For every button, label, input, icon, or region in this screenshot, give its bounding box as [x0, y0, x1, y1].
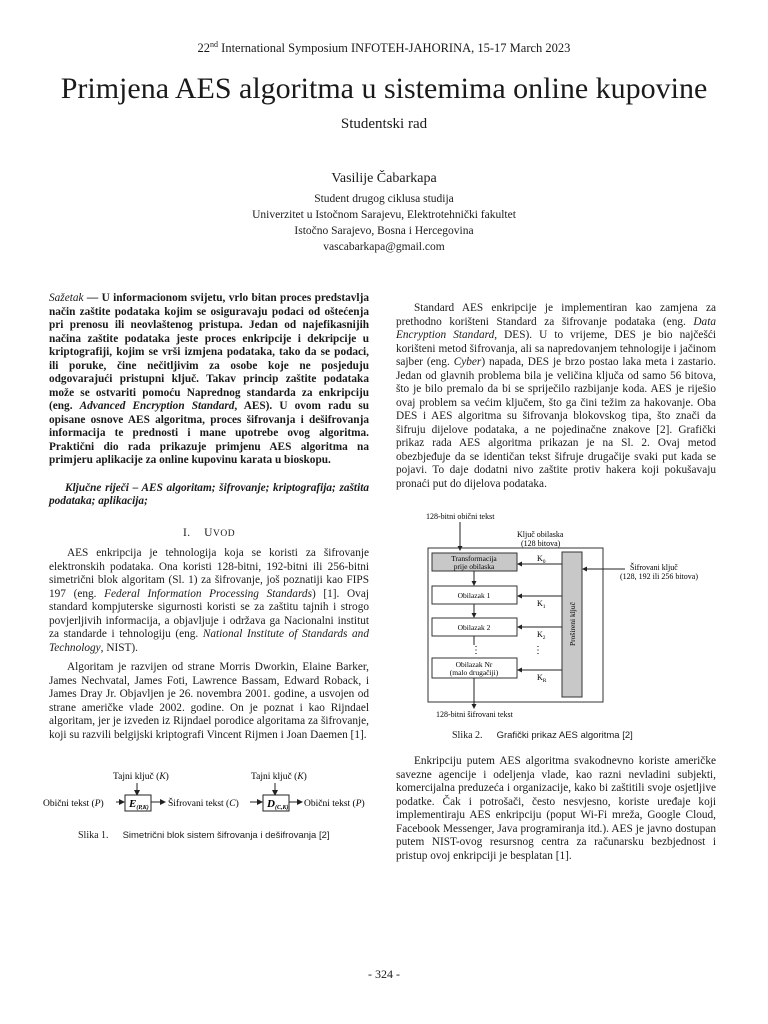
fig2-k1: $K_1$: [537, 599, 546, 610]
fig2-box-text: prije obilaska: [453, 562, 495, 571]
fig2-expanded-label: Prošireni ključ: [568, 602, 577, 646]
fig2-cipher-out: 128-bitni šifrovani tekst: [436, 710, 513, 719]
fig2-cipher-key: Šifrovani ključ: [630, 563, 678, 572]
text-span: , DES). U to vrijeme, DES je bio najčešći korišteni metod šifrovanja, ali sa napredovanjem tehnologije i jačinom sajber (eng.: [396, 329, 716, 368]
italic-span: Federal Information Processing Standards: [104, 587, 312, 600]
encrypt-symbol: E(P,K): [129, 798, 149, 811]
conf-superscript: nd: [210, 40, 219, 49]
page-number: - 324 -: [368, 967, 400, 981]
abstract-label: Sažetak: [49, 292, 84, 304]
fig2-dots: ⋮: [533, 645, 543, 656]
figure-1-caption: [78, 830, 330, 841]
author-name: Vasilije Čabarkapa: [331, 171, 437, 186]
fig1-plain-label: Obični tekst (P): [43, 799, 104, 809]
fig2-key-block-2: (128 bitova): [521, 539, 561, 548]
fig2-plain-in: 128-bitni obični tekst: [426, 512, 495, 521]
intro-paragraph-2: Algoritam je razvijen od strane Morris Dworkin, Elaine Barker, James Nechvatal, James Foti, Lawrence Bassam, Edward Roback, i James Dray Jr. Objavljen je 26. novembra 2001. godine, a usvojen od strane američke vlade 2002. godine. On je poznat i kao Rijndael algoritam, jer je izveden iz Rijndael porodice algoritama za šifrovanje, koji su razvili belgijski kriptografi Vincent Rijmen i Joan Daemen [1].: [49, 661, 369, 741]
fig1-cipher-label: Šifrovani tekst (C): [168, 799, 239, 809]
figure-2-caption: [452, 730, 633, 741]
paper-subtitle: Studentski rad: [340, 116, 428, 132]
caption-label: Slika 2.: [452, 730, 483, 741]
caption-text: Grafički prikaz AES algoritma [2]: [496, 730, 633, 741]
abstract-italic: Advanced Encryption Standard: [79, 400, 235, 412]
conf-number: 22: [197, 41, 211, 56]
fig1-key-label: Tajni ključ (K): [113, 772, 169, 782]
fig2-cipher-key-2: (128, 192 ili 256 bitova): [620, 572, 698, 581]
left-column: [49, 292, 369, 742]
fig2-box-text: Obilazak 2: [457, 623, 491, 632]
section-number: I.: [182, 526, 191, 539]
keywords: Ključne riječi – AES algoritam; šifrovanje; kriptografija; zaštita podataka; aplikacija;: [49, 481, 369, 507]
fig2-dots: ⋮: [471, 645, 481, 656]
affiliation-line: Univerzitet u Istočnom Sarajevu, Elektrotehnički fakultet: [252, 209, 516, 221]
conference-line: [0, 40, 768, 56]
fig2-box-text: (malo drugačiji): [449, 668, 499, 677]
conf-text: International Symposium INFOTEH-JAHORINA, 15-17 March 2023: [218, 41, 571, 56]
fig1-key-label: Tajni ključ (K): [251, 772, 307, 782]
right-paragraph-2: Enkripciju putem AES algoritma svakodnevno koriste američke savezne agencije i odeljenja vlade, kao razni nevladini subjekti, komercijalna preduzeća i organizacije, kako bi zaštitili svoje osjetljive podatke. Čak i potrošači, često nesvjesno, koriste uređaje koji implementiraju AES enkripciju (poput Wi-Fi mreža, Google Cloud, Facebook Messenger, Java programiranja itd.). AES je javno dostupan putem NIST-ovog resursnog centra za računarsku bezbjednost i pristup ovoj enkripciji je besplatan [1].: [396, 755, 716, 862]
abstract: [49, 292, 369, 468]
fig2-key-block: Ključ obilaska: [517, 530, 564, 539]
fig2-kr: $K_R$: [537, 673, 547, 684]
text-span: ) napada, DES je brzo postao laka meta i zastario. Jedan od glavnih problema bila je veličina ključa od samo 56 bitova, što je bilo premalo da bi se spriječilo razbijanje koda. AES je riješio ovaj problem sa većim ključem, što ga čini težim za hakovanje. Oba DES i AES algoritma su šifrovanja blokovskog tipa, što znači da šifruju dijelove podataka, a ne pojedinačne znakove [2]. Grafički prikaz rada AES algoritma prikazan je na Sl. 2. Ovaj metod obezbjeđuje da se identičan tekst šifruje drugačije svaki put kada se pojavi. To daje dodatni nivo zaštite protiv hakera koji pokušavaju pronaći put do dijelova podataka.: [396, 356, 716, 490]
abstract-text-end: , AES). U ovom radu su opisane osnove AES algoritma, proces šifrovanja i dešifrovanja informacija te prednosti i mane upotrebe ovog algoritma. Praktični dio rada prikazuje primjenu AES algoritma na primjeru aplikacije za online kupovinu karata u bioskopu.: [49, 400, 370, 466]
fig2-k2: $K_2$: [537, 630, 546, 641]
figure-1-diagram: [40, 768, 380, 824]
abstract-text: — U informacionom svijetu, vrlo bitan proces predstavlja način zaštite podataka kojim se osiguravaju podaci od oštećenja pri prenosu ili neovlaštenog pristupa. Jedan od najefikasnijih načina zaštite podataka jeste proces enkripcije i dekripcije u kriptografiji, kojim se vrši izmjena podataka, tako da se podaci, ili poruke, čine nečitljivim za osobe koje ne posjeduju odgovarajući pristupni ključ. Takav princip zaštite podataka može se ostvariti pomoću Naprednog standarda za enkripciju (eng.: [49, 292, 369, 412]
right-paragraph-1: [396, 302, 716, 491]
section-title-rest: VOD: [212, 528, 236, 539]
text-span: Standard AES enkripcije je implementiran kao zamjena za prethodno korišteni Standard za šifrovanje podataka (eng.: [396, 302, 716, 328]
italic-span: National Institute of Standards and Technology: [49, 628, 369, 654]
section-title-initial: U: [204, 526, 213, 539]
decrypt-symbol: D(C,K): [267, 798, 289, 811]
section-heading: [49, 527, 369, 542]
fig2-box-text: Transformacija: [451, 554, 497, 563]
affiliation-line: Student drugog ciklusa studija: [314, 193, 454, 205]
caption-label: Slika 1.: [78, 830, 109, 841]
figure-2-diagram: [420, 510, 720, 722]
paper-title: Primjena AES algoritma u sistemima online kupovine: [60, 72, 708, 105]
text-span: ) [1]. Ovaj standard kompjuterske sigurnosti koristi se za zaštitu tajnih i strogo povjerljivih informacija, a objavljuje i održava ga Nacionalni institut za standarde i tehnologiju (eng.: [49, 587, 369, 640]
fig2-box-text: Obilazak Nr: [455, 660, 493, 669]
italic-span: Data Encryption Standard: [396, 315, 716, 341]
fig2-k0: $K_0$: [537, 554, 546, 565]
fig2-box-text: Obilazak 1: [457, 591, 491, 600]
affiliation-line: Istočno Sarajevo, Bosna i Hercegovina: [294, 225, 474, 237]
intro-paragraph-1: [49, 547, 369, 655]
right-column-bottom: [396, 755, 716, 863]
text-span: , NIST).: [100, 641, 139, 654]
text-span: AES enkripcija je tehnologija koja se koristi za šifrovanje elektronskih podataka. Ona koristi 128-bitni, 192-bitni ili 256-bitni simetrični blok algoritam (Sl. 1) za šifrovanje, još poznatiji kao FIPS 197 (eng.: [49, 547, 369, 600]
author-email: vascabarkapa@gmail.com: [323, 241, 445, 253]
right-column-top: [396, 302, 716, 491]
fig1-plain-out-label: Obični tekst (P): [304, 799, 365, 809]
italic-span: Cyber: [453, 356, 482, 368]
caption-text: Simetrični blok sistem šifrovanja i dešifrovanja [2]: [122, 830, 330, 841]
